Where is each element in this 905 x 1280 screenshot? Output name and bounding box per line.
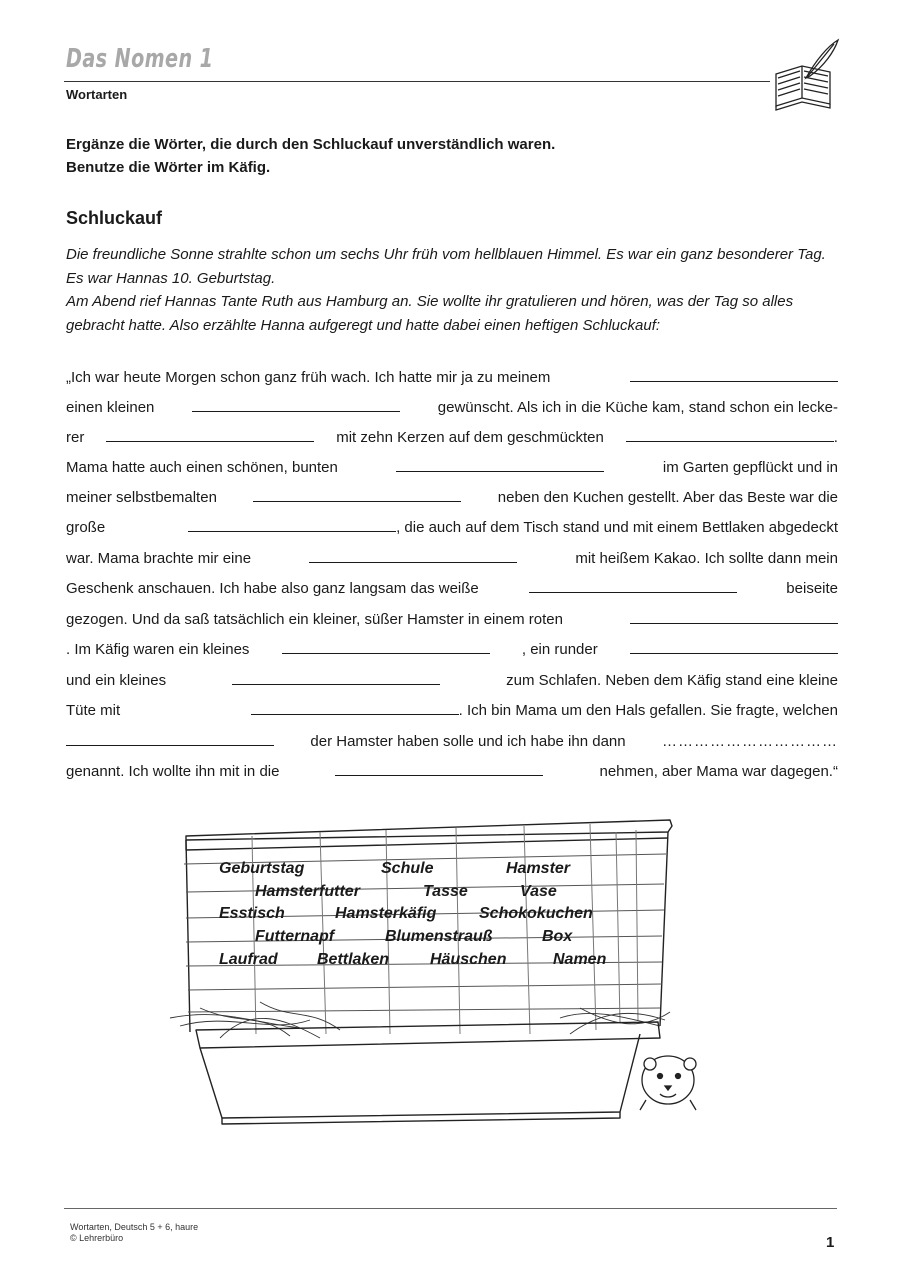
cloze-text: Tüte mit xyxy=(66,702,121,719)
blank-line[interactable] xyxy=(188,516,396,532)
instruction-line: Benutze die Wörter im Käfig. xyxy=(66,159,271,176)
blank-line[interactable] xyxy=(630,608,838,624)
cloze-line xyxy=(66,730,838,754)
word-card: Esstisch xyxy=(219,905,285,922)
story-heading: Schluckauf xyxy=(66,208,163,228)
cloze-line xyxy=(66,638,838,662)
cloze-text: im Garten gepflückt und in xyxy=(662,459,838,476)
cloze-text: war. Mama brachte mir eine xyxy=(66,550,252,567)
cloze-text: rer xyxy=(66,429,85,446)
cloze-text: mit heißem Kakao. Ich sollte dann mein xyxy=(575,550,838,567)
cloze-line xyxy=(66,366,838,390)
cloze-text: mit zehn Kerzen auf dem geschmückten xyxy=(336,429,604,446)
blank-line[interactable] xyxy=(232,669,440,685)
page-number: 1 xyxy=(826,1234,835,1251)
footer-divider xyxy=(64,1208,837,1209)
blank-line[interactable] xyxy=(630,366,838,382)
cloze-line xyxy=(66,486,838,510)
footer-source xyxy=(70,1222,198,1244)
word-card: Namen xyxy=(553,951,607,968)
cloze-line xyxy=(66,669,838,693)
blank-line[interactable] xyxy=(106,426,314,442)
blank-line[interactable] xyxy=(253,486,461,502)
word-card: Schule xyxy=(381,860,434,877)
word-card: Vase xyxy=(520,883,557,900)
word-card: Futternapf xyxy=(255,928,335,945)
cloze-line xyxy=(66,577,838,601)
blank-line[interactable] xyxy=(626,426,834,442)
word-card: Laufrad xyxy=(219,951,278,968)
book-quill-icon xyxy=(772,38,840,112)
cloze-text: und ein kleines xyxy=(66,672,167,689)
word-card: Häuschen xyxy=(430,951,507,968)
dotted-blank[interactable]: …………………………… xyxy=(662,733,838,750)
cloze-text: gewünscht. Als ich in die Küche kam, stand schon ein lecke- xyxy=(437,399,838,416)
cloze-text: genannt. Ich wollte ihn mit in die xyxy=(66,763,280,780)
cloze-text: nehmen, aber Mama war dagegen.“ xyxy=(599,763,838,780)
footer-source-line: Wortarten, Deutsch 5 + 6, haure xyxy=(70,1222,199,1232)
cloze-text: große xyxy=(66,519,106,536)
cloze-text: gezogen. Und da saß tatsächlich ein kleiner, süßer Hamster in einem roten xyxy=(66,611,563,628)
blank-line[interactable] xyxy=(335,760,543,776)
cloze-line xyxy=(66,396,838,420)
hamster-icon xyxy=(640,1056,696,1110)
page-subtitle: Wortarten xyxy=(66,87,128,102)
cloze-line xyxy=(66,426,838,450)
blank-line[interactable] xyxy=(282,638,490,654)
word-card: Box xyxy=(542,928,573,945)
cloze-text: . xyxy=(833,429,838,446)
cloze-text: Geschenk anschauen. Ich habe also ganz langsam das weiße xyxy=(66,580,479,597)
cloze-line xyxy=(66,760,838,784)
word-card: Bettlaken xyxy=(317,951,390,968)
word-card: Blumenstrauß xyxy=(385,928,493,945)
cloze-line xyxy=(66,456,838,480)
task-instructions xyxy=(66,133,555,179)
word-card: Geburtstag xyxy=(219,860,305,877)
cloze-text: , die auch auf dem Tisch stand und mit einem Bettlaken abgedeckt xyxy=(396,519,838,536)
blank-line[interactable] xyxy=(630,638,838,654)
intro-paragraph: Die freundliche Sonne strahlte schon um sechs Uhr früh vom hellblauen Himmel. Es war ein ganz besonderer Tag. Es war Hannas 10. Geburtstag. xyxy=(66,246,826,287)
blank-line[interactable] xyxy=(251,699,459,715)
intro-paragraph: Am Abend rief Hannas Tante Ruth aus Hamburg an. Sie wollte ihr gratulieren und hören, was der Tag so alles gebracht hatte. Also erzählte Hanna aufgeregt und hatte dabei einen heftigen Schluckauf: xyxy=(66,293,794,334)
cloze-text: einen kleinen xyxy=(66,399,155,416)
cloze-text: , ein runder xyxy=(521,641,598,658)
cloze-text: der Hamster haben solle und ich habe ihn dann xyxy=(310,733,626,750)
cloze-text: beiseite xyxy=(786,580,838,597)
cloze-text: meiner selbstbemalten xyxy=(66,489,217,506)
cloze-line xyxy=(66,608,838,632)
story-intro xyxy=(66,243,838,337)
blank-line[interactable] xyxy=(192,396,400,412)
blank-line[interactable] xyxy=(309,547,517,563)
blank-line[interactable] xyxy=(396,456,604,472)
instruction-line: Ergänze die Wörter, die durch den Schluckauf unverständlich waren. xyxy=(66,136,556,153)
cloze-text: . Im Käfig waren ein kleines xyxy=(66,641,250,658)
blank-line[interactable] xyxy=(66,730,274,746)
cloze-line xyxy=(66,547,838,571)
word-card: Tasse xyxy=(423,883,468,900)
word-card: Hamster xyxy=(506,860,571,877)
cloze-text: „Ich war heute Morgen schon ganz früh wach. Ich hatte mir ja zu meinem xyxy=(66,369,551,386)
cloze-text: Mama hatte auch einen schönen, bunten xyxy=(66,459,338,476)
footer-source-line: © Lehrerbüro xyxy=(70,1233,124,1243)
header-divider xyxy=(64,81,770,82)
word-card: Hamsterkäfig xyxy=(335,905,437,922)
cloze-text: . Ich bin Mama um den Hals gefallen. Sie fragte, welchen xyxy=(458,702,838,719)
word-card: Hamsterfutter xyxy=(255,883,360,900)
cloze-line xyxy=(66,516,838,540)
page-title: Das Nomen 1 xyxy=(66,44,214,74)
cloze-text: zum Schlafen. Neben dem Käfig stand eine kleine xyxy=(506,672,838,689)
word-card: Schokokuchen xyxy=(479,905,593,922)
cloze-text: neben den Kuchen gestellt. Aber das Beste war die xyxy=(497,489,838,506)
cloze-line xyxy=(66,699,838,723)
blank-line[interactable] xyxy=(529,577,737,593)
